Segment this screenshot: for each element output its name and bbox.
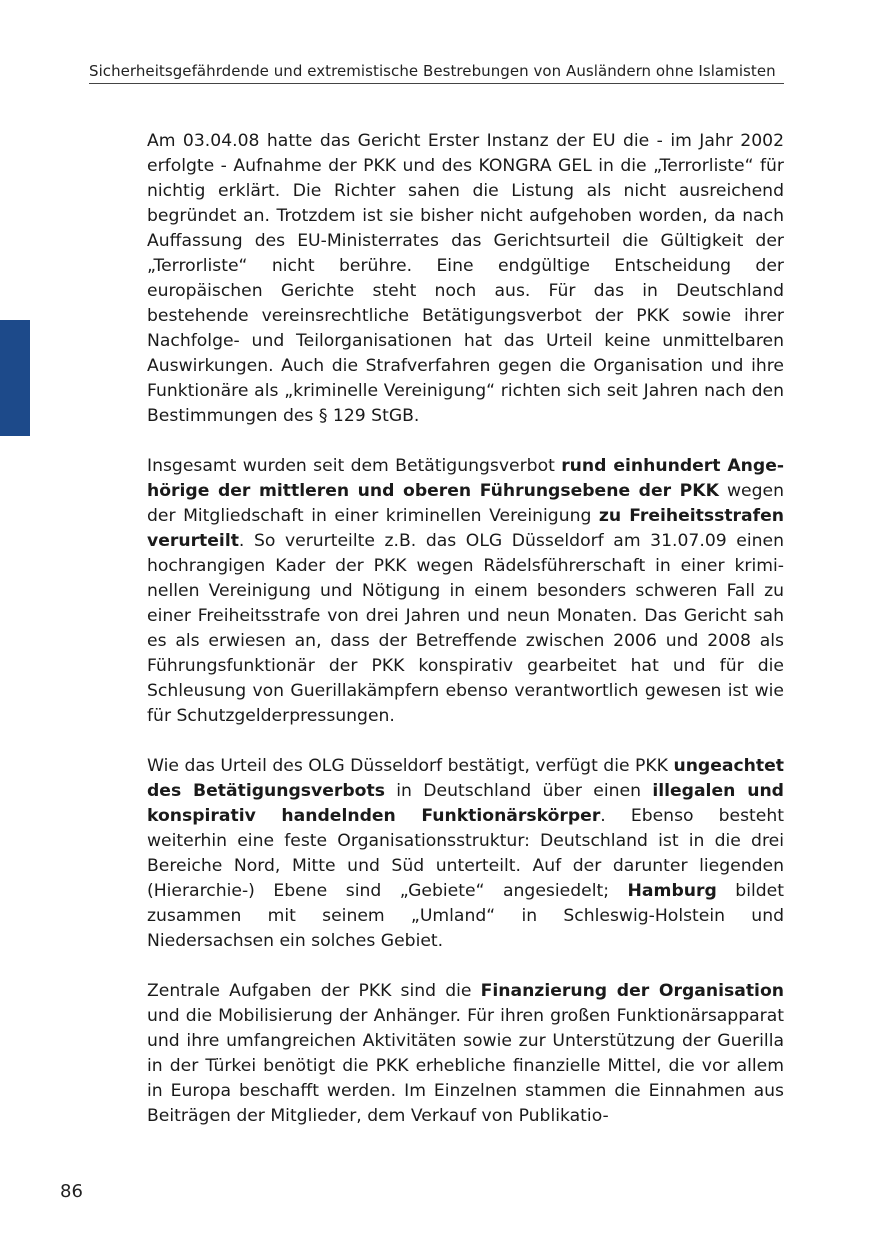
- bold-text-run: Hamburg: [627, 881, 717, 901]
- text-run: . Ebenso besteht weiterhin eine feste Organisationsstruktur: Deutschland ist in die drei Bereiche Nord, Mitte und Süd unterteilt. Auf der darunter liegenden (Hierarchie-) Ebene sind „Gebiete“ angesiedelt;: [147, 806, 784, 901]
- bold-text-run: rund einhundert Angehörige der mittleren und oberen Führungsebene der PKK: [147, 456, 784, 501]
- bold-text-run: Finanzierung der Organisation: [480, 981, 784, 1001]
- text-run: Am 03.04.08 hatte das Gericht Erster Instanz der EU die - im Jahr 2002 erfolgte - Aufnahme der PKK und des KONGRA GEL in die „Terrorliste“ für nichtig erklärt. Die Richter sahen die Listung als nicht ausreichend begründet an. Trotzdem ist sie bisher nicht aufgehoben worden, da nach Auffassung des EU-Ministerrates das Gerichtsurteil die Gültigkeit der „Terrorliste“ nicht berühre. Eine endgültige Entscheidung der europäischen Gerichte steht noch aus. Für das in Deutschland bestehende vereinsrechtliche Betätigungsverbot der PKK sowie ihrer Nachfolge- und Teilorganisationen hat das Urteil keine unmittelbaren Auswirkungen. Auch die Strafverfahren gegen die Organisation und ihre Funktionäre als „kriminelle Vereinigung“ richten sich seit Jahren nach den Bestimmungen des § 129 StGB.: [147, 131, 784, 426]
- running-header: Sicherheitsgefährdende und extremistische Bestrebungen von Ausländern ohne Islamisten: [89, 62, 776, 80]
- text-run: Zentrale Aufgaben der PKK sind die: [147, 981, 481, 1001]
- text-run: und die Mobilisierung der Anhänger. Für ihren großen Funktionärsapparat und ihre umfangreichen Aktivitäten sowie zur Unterstützung der Guerilla in der Türkei benötigt die PKK erhebliche finanzielle Mittel, die vor allem in Europa beschafft werden. Im Einzelnen stammen die Einnahmen aus Beiträgen der Mitglieder, dem Verkauf von Publikatio-: [147, 1006, 784, 1126]
- text-run: bildet zusammen mit seinem „Umland“ in Schleswig-Holstein und Niedersachsen ein solches Gebiet.: [147, 881, 784, 951]
- paragraph: [147, 979, 784, 1129]
- paragraph: [147, 754, 784, 954]
- text-run: Wie das Urteil des OLG Düsseldorf bestätigt, verfügt die PKK: [147, 756, 674, 776]
- paragraph: [147, 129, 784, 429]
- text-run: in Deutschland über einen: [384, 781, 653, 801]
- paragraph: [147, 454, 784, 729]
- chapter-side-tab: [0, 320, 30, 436]
- page-number: 86: [60, 1181, 83, 1202]
- text-run: wegen der Mitgliedschaft in einer kriminellen Vereinigung: [147, 481, 784, 526]
- bold-text-run: ungeachtet des Betätigungsverbots: [147, 756, 784, 801]
- bold-text-run: illegalen und konspirativ handelnden Funktionärskörper: [147, 781, 784, 826]
- text-run: Insgesamt wurden seit dem Betätigungsverbot: [147, 456, 562, 476]
- bold-text-run: zu Freiheitsstrafen verurteilt: [147, 506, 784, 551]
- main-text: [147, 129, 784, 1154]
- text-run: . So verurteilte z.B. das OLG Düsseldorf am 31.07.09 einen hochrangigen Kader der PKK wegen Rädelsführerschaft in einer kriminellen Vereinigung und Nötigung in einem besonders schweren Fall zu einer Freiheitsstrafe von drei Jahren und neun Monaten. Das Gericht sah es als erwiesen an, dass der Betreffende zwischen 2006 und 2008 als Führungsfunktionär der PKK konspirativ gearbeitet hat und für die Schleusung von Guerillakämpfern ebenso verantwortlich gewesen ist wie für Schutzgelderpressungen.: [147, 531, 784, 726]
- header-rule: [89, 83, 784, 84]
